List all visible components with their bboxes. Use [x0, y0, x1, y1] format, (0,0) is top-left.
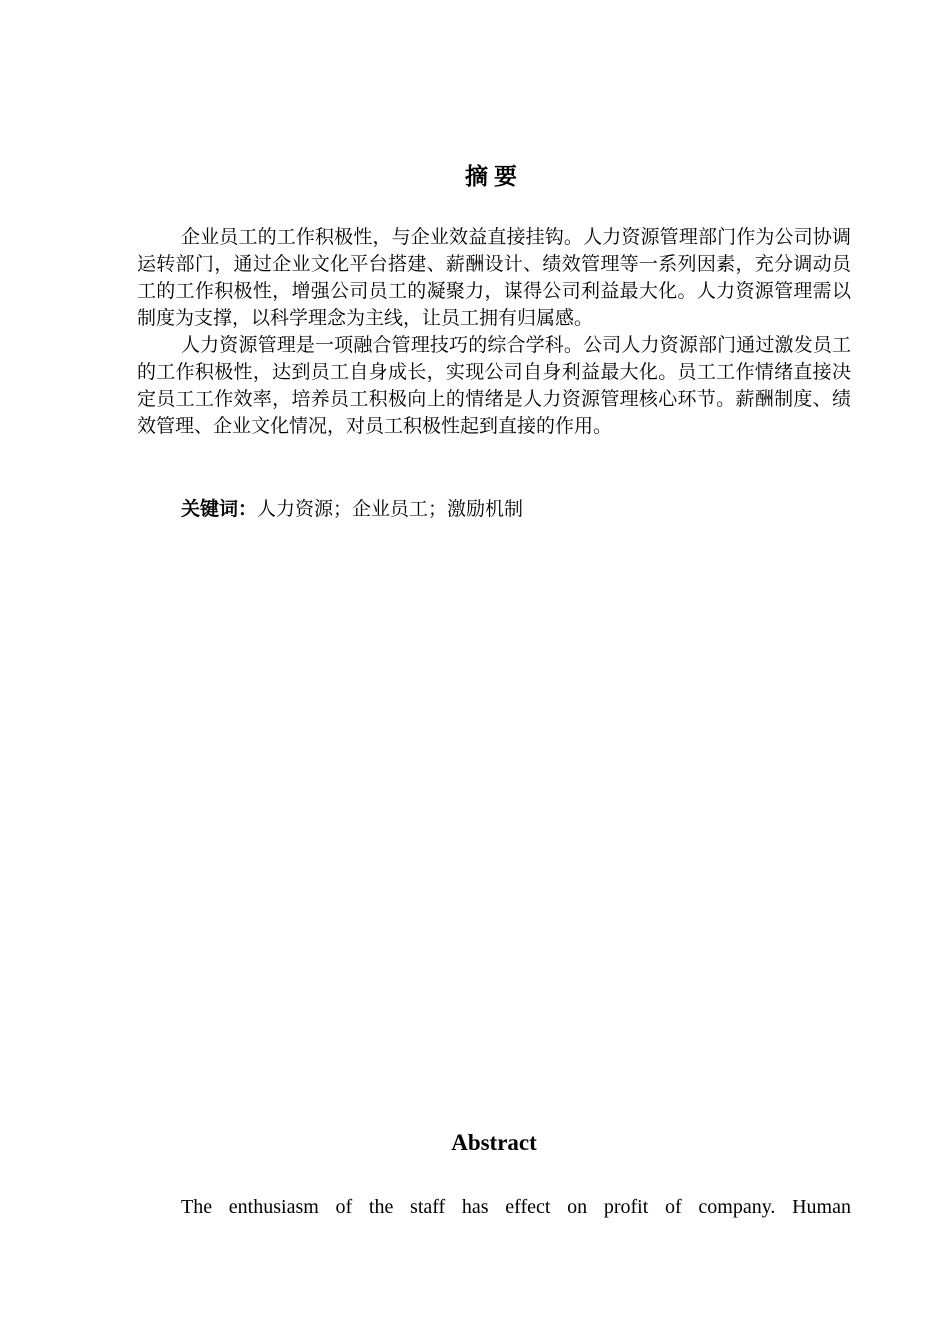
abstract-body-zh	[137, 224, 851, 440]
keywords-label: 关键词：	[181, 498, 258, 520]
abstract-paragraph-1: 企业员工的工作积极性，与企业效益直接挂钩。人力资源管理部门作为公司协调运转部门，通过企业文化平台搭建、薪酬设计、绩效管理等一系列因素，充分调动员工的工作积极性，增强公司员工的凝聚力，谋得公司利益最大化。人力资源管理需以制度为支撑，以科学理念为主线，让员工拥有归属感。	[137, 226, 851, 329]
abstract-en-first-line: The enthusiasm of the staff has effect on profit of company. Human	[181, 1196, 851, 1218]
keywords-value: 人力资源；企业员工；激励机制	[257, 498, 524, 520]
abstract-body-en	[137, 1194, 851, 1221]
keywords-line	[181, 496, 523, 523]
abstract-title-en: Abstract	[451, 1130, 537, 1155]
abstract-paragraph-2: 人力资源管理是一项融合管理技巧的综合学科。公司人力资源部门通过激发员工的工作积极性，达到员工自身成长，实现公司自身利益最大化。员工工作情绪直接决定员工工作效率，培养员工积极向上的情绪是人力资源管理核心环节。薪酬制度、绩效管理、企业文化情况，对员工积极性起到直接的作用。	[137, 334, 851, 437]
abstract-title-zh: 摘要	[465, 164, 523, 190]
